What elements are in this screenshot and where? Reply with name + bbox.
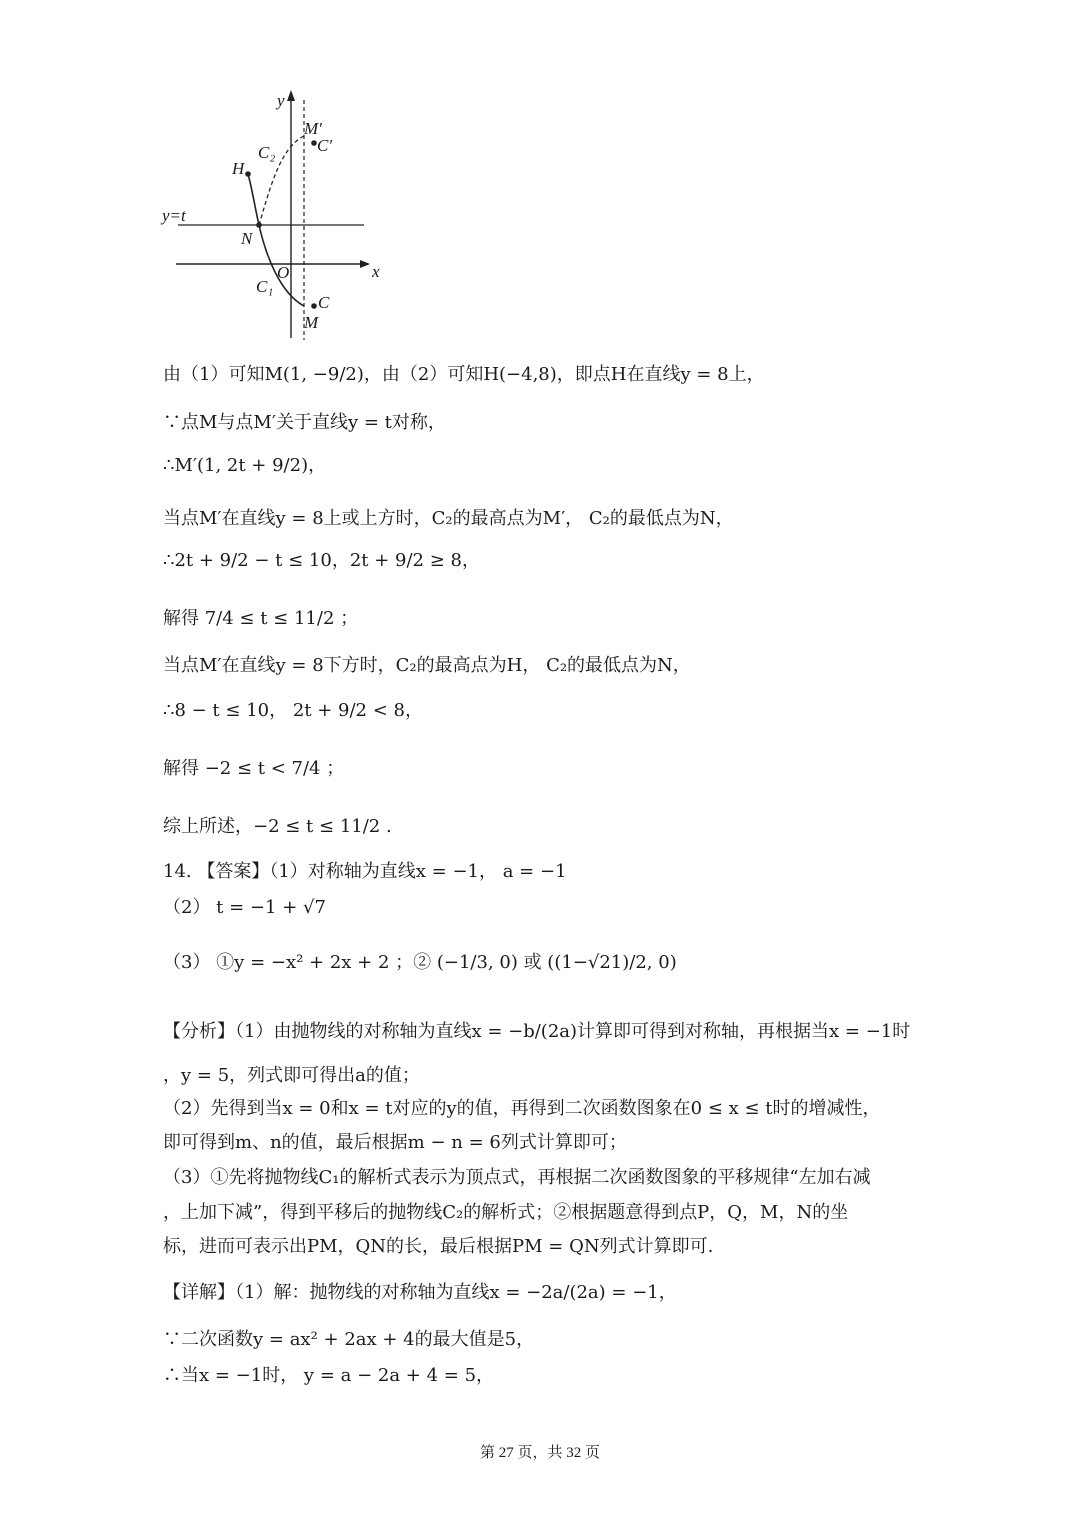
- analysis-line-7: 标，进而可表示出PM，QN的长，最后根据PM = QN列式计算即可.: [163, 1236, 714, 1257]
- answer-part-2: （2） t = −1 + √7: [163, 897, 326, 918]
- x-axis-arrow: [360, 260, 370, 268]
- label-c: C: [318, 293, 330, 312]
- point-h: [245, 171, 251, 177]
- label-m: M: [304, 313, 319, 332]
- analysis-line-5: （3）①先将抛物线C₁的解析式表示为顶点式，再根据二次函数图象的平移规律“左加右减: [163, 1167, 871, 1188]
- label-x-axis: x: [372, 262, 380, 281]
- detail-line-3: ∴当x = −1时， y = a − 2a + 4 = 5，: [163, 1365, 495, 1386]
- text-line-8: ∴8 − t ≤ 10， 2t + 9/2 < 8，: [163, 700, 423, 721]
- text-line-9: 解得 −2 ≤ t < 7/4 ；: [163, 758, 345, 779]
- text-line-2: ∵点M与点M′关于直线y = t对称，: [163, 412, 446, 433]
- label-y-axis: y: [277, 91, 285, 110]
- point-m: [311, 303, 317, 309]
- answer-heading: 14. 【答案】（1）对称轴为直线x = −1， a = −1: [163, 861, 567, 882]
- text-line-7: 当点M′在直线y = 8下方时，C₂的最高点为H， C₂的最低点为N，: [163, 655, 691, 676]
- label-c2: C₂: [258, 143, 276, 162]
- text-line-1: 由（1）可知M(1, −9/2)，由（2）可知H(−4,8)，即点H在直线y = 8上，: [163, 364, 765, 385]
- text-line-10: 综上所述，−2 ≤ t ≤ 11/2 .: [163, 816, 392, 837]
- analysis-line-4: 即可得到m、n的值，最后根据m − n = 6列式计算即可；: [163, 1132, 627, 1153]
- text-line-4: 当点M′在直线y = 8上或上方时，C₂的最高点为M′， C₂的最低点为N，: [163, 508, 734, 529]
- label-m-prime: M′: [304, 119, 322, 138]
- y-axis-arrow: [287, 90, 295, 101]
- detail-line-1: 【详解】（1）解：抛物线的对称轴为直线x = −2a/(2a) = −1，: [163, 1282, 677, 1303]
- parabola-figure: [160, 88, 400, 348]
- text-line-3: ∴M′(1, 2t + 9/2)，: [163, 455, 327, 476]
- analysis-line-3: （2）先得到当x = 0和x = t对应的y的值，再得到二次函数图象在0 ≤ x ≤ t时的增减性，: [163, 1098, 881, 1119]
- analysis-line-2: ，y = 5，列式即可得出a的值；: [163, 1065, 420, 1086]
- detail-line-2: ∵二次函数y = ax² + 2ax + 4的最大值是5，: [163, 1329, 535, 1350]
- page-footer: 第 27 页，共 32 页: [479, 1445, 600, 1461]
- analysis-line-1: 【分析】（1）由抛物线的对称轴为直线x = −b/(2a)计算即可得到对称轴，再根据当x = −1时: [163, 1021, 911, 1042]
- label-line-y-t: y=t: [162, 206, 186, 225]
- label-c-prime: C′: [317, 136, 333, 155]
- text-line-5: ∴2t + 9/2 − t ≤ 10，2t + 9/2 ≥ 8，: [163, 550, 480, 571]
- answer-part-3: （3） ①y = −x² + 2x + 2 ；② (−1/3, 0) 或 ((1−√21)/2, 0): [163, 952, 677, 973]
- label-c1: C₁: [256, 277, 274, 296]
- point-c-prime: [311, 140, 317, 146]
- label-n: N: [241, 229, 253, 248]
- analysis-line-6: ，上加下减”，得到平移后的抛物线C₂的解析式；②根据题意得到点P，Q，M，N的坐: [163, 1202, 849, 1223]
- label-h: H: [232, 159, 245, 178]
- point-n: [256, 222, 262, 228]
- text-line-6: 解得 7/4 ≤ t ≤ 11/2 ；: [163, 608, 359, 629]
- label-origin: O: [277, 263, 290, 282]
